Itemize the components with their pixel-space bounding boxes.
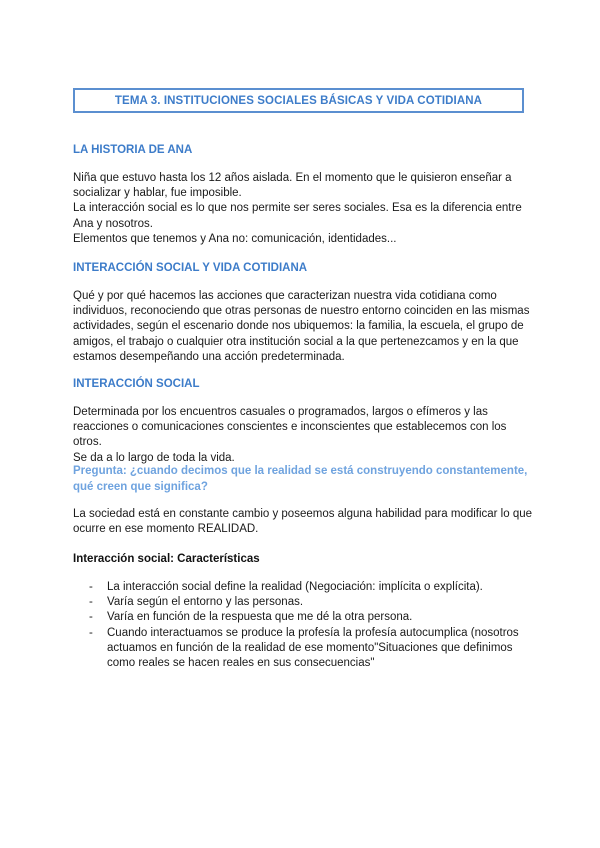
paragraph-line: individuos, reconociendo que otras personas de nuestro entorno coinciden en las mismas xyxy=(73,305,530,318)
list-item xyxy=(89,580,519,595)
paragraph-line: ocurre en ese momento REALIDAD. xyxy=(73,523,259,536)
paragraph-line: Niña que estuvo hasta los 12 años aislada. En el momento que le quisieron enseñar a xyxy=(73,172,512,184)
paragraph-line: La sociedad está en constante cambio y poseemos alguna habilidad para modificar lo que xyxy=(73,508,533,520)
list-item-line: La interacción social define la realidad (Negociación: implícita o explícita). xyxy=(107,581,483,593)
section-body-interaccion-social xyxy=(73,405,533,466)
paragraph-line: amigos, el trabajo o cualquier otra institución social a la que pertenezcamos y en la que xyxy=(73,335,519,348)
bullet-dash: - xyxy=(89,626,93,639)
section-body-historia-ana xyxy=(73,171,533,247)
paragraph-line: Qué y por qué hacemos las acciones que caracterizan nuestra vida cotidiana como xyxy=(73,290,497,302)
bullet-dash: - xyxy=(89,581,93,593)
list-item-line: Varía en función de la respuesta que me dé la otra persona. xyxy=(107,611,413,624)
document-title: TEMA 3. INSTITUCIONES SOCIALES BÁSICAS Y VIDA COTIDIANA xyxy=(114,94,483,107)
list-item-line: como reales se hacen reales en sus consecuencias" xyxy=(107,657,375,670)
paragraph-line: actividades, según el escenario donde nos ubiquemos: la familia, la escuela, el grupo de xyxy=(73,320,524,333)
section-heading-interaccion-vida: INTERACCIÓN SOCIAL Y VIDA COTIDIANA xyxy=(73,262,308,274)
bullet-dash: - xyxy=(89,596,93,609)
section-body-interaccion-vida xyxy=(73,289,533,365)
answer-text xyxy=(73,507,533,537)
paragraph-line: socializar y hablar, fue imposible. xyxy=(73,187,242,200)
paragraph-line: reacciones o comunicaciones conscientes e inconscientes que establecemos con los otros. xyxy=(73,421,507,449)
paragraph-line: Se da a lo largo de toda la vida. xyxy=(73,451,235,464)
question-line: qué creen que significa? xyxy=(73,480,208,493)
list-item xyxy=(89,610,519,625)
paragraph-line: Ana y nosotros. xyxy=(73,217,153,230)
list-item-line: Cuando interactuamos se produce la profesía la profesía autocumplica (nosotros xyxy=(107,626,519,639)
paragraph-line: La interacción social es lo que nos permite ser seres sociales. Esa es la diferencia entre xyxy=(73,202,522,215)
section-heading-historia-ana: LA HISTORIA DE ANA xyxy=(73,144,193,156)
question-text xyxy=(73,464,533,495)
list-item-line: actuamos en función de la realidad de ese momento"Situaciones que definimos xyxy=(107,641,513,654)
bullet-dash: - xyxy=(89,611,93,624)
list-item xyxy=(89,595,519,610)
characteristics-heading: Interacción social: Características xyxy=(73,553,260,565)
paragraph-line: Elementos que tenemos y Ana no: comunicación, identidades... xyxy=(73,232,397,245)
section-heading-interaccion-social: INTERACCIÓN SOCIAL xyxy=(73,378,200,390)
paragraph-line: estamos desempeñando una acción predeterminada. xyxy=(73,350,345,363)
question-line: Pregunta: ¿cuando decimos que la realidad se está construyendo constantemente, xyxy=(73,465,528,477)
characteristics-list xyxy=(89,580,519,671)
list-item xyxy=(89,626,519,672)
list-item-line: Varía según el entorno y las personas. xyxy=(107,596,304,609)
paragraph-line: Determinada por los encuentros casuales o programados, largos o efímeros y las xyxy=(73,406,488,418)
title-box xyxy=(73,88,524,113)
